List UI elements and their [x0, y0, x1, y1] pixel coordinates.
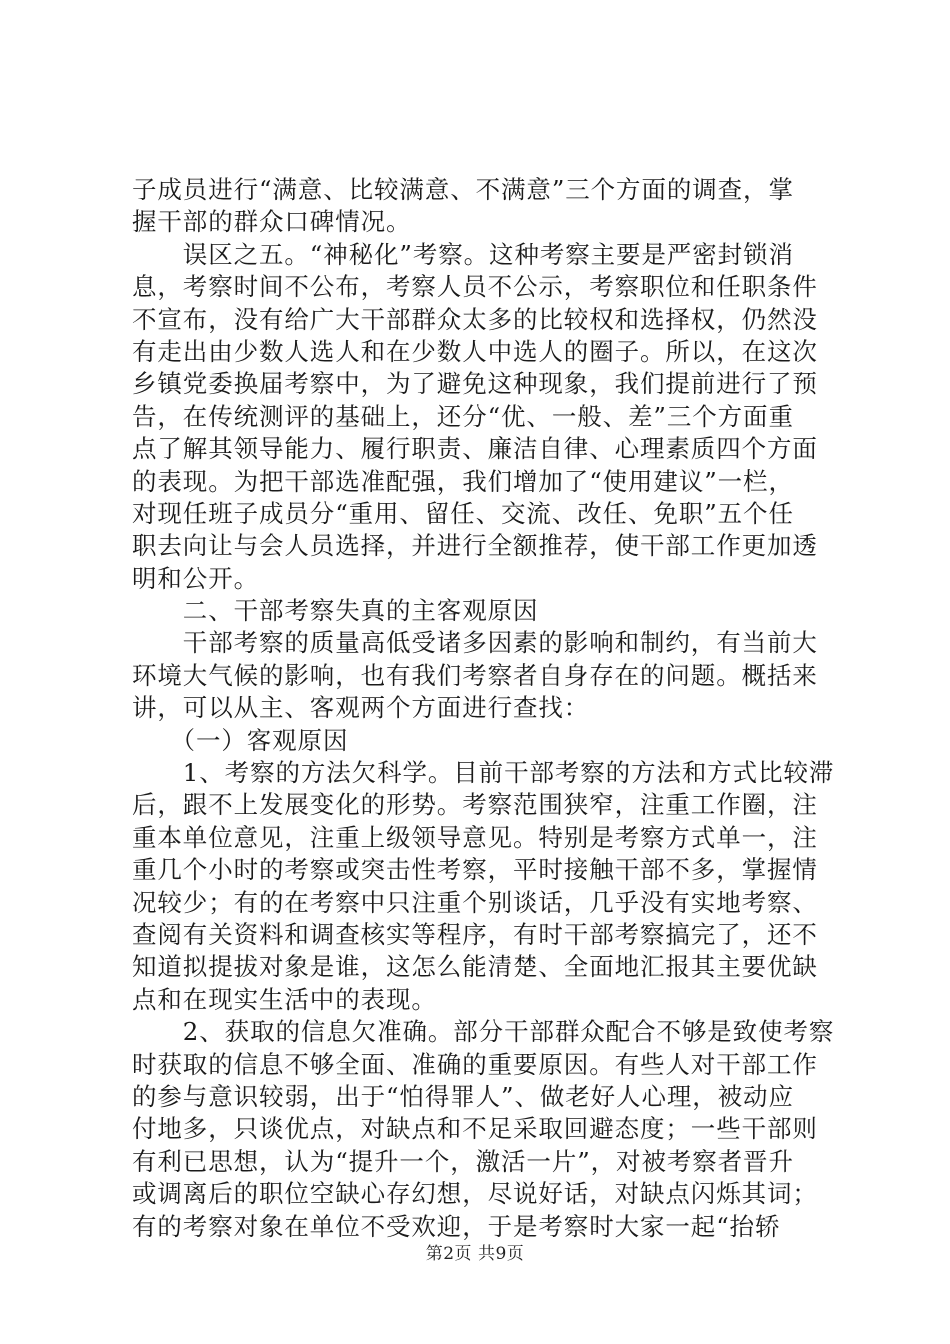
text-line: 子成员进行“满意、比较满意、不满意”三个方面的调查，掌 — [132, 175, 794, 204]
text-line: 况较少；有的在考察中只注重个别谈话，几乎没有实地考察、 — [132, 887, 818, 917]
text-line: 的表现。为把干部选准配强，我们增加了“使用建议”一栏， — [132, 466, 794, 496]
text-line: 对现任班子成员分“重用、留任、交流、改任、免职”五个任 — [132, 498, 794, 528]
text-line: 重本单位意见，注重上级领导意见。特别是考察方式单一，注 — [132, 822, 818, 852]
text-line: 讲，可以从主、客观两个方面进行查找： — [132, 693, 590, 723]
text-line: 知道拟提拔对象是谁，这怎么能清楚、全面地汇报其主要优缺 — [132, 952, 818, 982]
text-line: 息，考察时间不公布，考察人员不公示，考察职位和任职条件 — [132, 272, 818, 302]
text-line: 环境大气候的影响，也有我们考察者自身存在的问题。概括来 — [132, 660, 818, 690]
text-line: 查阅有关资料和调查核实等程序，有时干部考察搞完了，还不 — [132, 919, 818, 949]
text-line: 点了解其领导能力、履行职责、廉洁自律、心理素质四个方面 — [132, 434, 818, 464]
text-line: 握干部的群众口碑情况。 — [132, 207, 412, 237]
text-line: 明和公开。 — [132, 563, 259, 593]
text-line: 付地多，只谈优点，对缺点和不足采取回避态度；一些干部则 — [132, 1114, 818, 1144]
text-line: 点和在现实生活中的表现。 — [132, 984, 437, 1014]
body-text — [132, 174, 835, 1243]
text-line: 有利已思想，认为“提升一个，激活一片”，对被考察者晋升 — [132, 1146, 794, 1176]
text-line: 误区之五。“神秘化”考察。这种考察主要是严密封锁消 — [132, 239, 794, 269]
section-heading: 二、干部考察失真的主客观原因 — [132, 596, 539, 626]
text-line: 或调离后的职位空缺心存幻想，尽说好话，对缺点闪烁其词； — [132, 1179, 818, 1209]
subsection-heading: （一）客观原因 — [132, 725, 349, 755]
text-line: 有走出由少数人选人和在少数人中选人的圈子。所以，在这次 — [132, 336, 818, 366]
text-line: 重几个小时的考察或突击性考察，平时接触干部不多，掌握情 — [132, 855, 818, 885]
text-line: 后，跟不上发展变化的形势。考察范围狭窄，注重工作圈，注 — [132, 790, 818, 820]
text-line: 干部考察的质量高低受诸多因素的影响和制约，有当前大 — [132, 628, 818, 658]
text-line: 职去向让与会人员选择，并进行全额推荐，使干部工作更加透 — [132, 531, 818, 561]
text-line: 不宣布，没有给广大干部群众太多的比较权和选择权，仍然没 — [132, 304, 818, 334]
text-line: 时获取的信息不够全面、准确的重要原因。有些人对干部工作 — [132, 1049, 818, 1079]
text-line: 的参与意识较弱，出于“怕得罪人”、做老好人心理，被动应 — [132, 1081, 794, 1111]
page-number-footer: 第2页 共9页 — [425, 1244, 525, 1264]
text-line: 乡镇党委换届考察中，为了避免这种现象，我们提前进行了预 — [132, 369, 818, 399]
text-line: 有的考察对象在单位不受欢迎，于是考察时大家一起“抬轿 — [132, 1211, 781, 1241]
text-line: 告，在传统测评的基础上，还分“优、一般、差”三个方面重 — [132, 401, 794, 431]
text-line: 1、考察的方法欠科学。目前干部考察的方法和方式比较滞 — [132, 758, 835, 788]
text-line: 2、获取的信息欠准确。部分干部群众配合不够是致使考察 — [132, 1017, 835, 1047]
